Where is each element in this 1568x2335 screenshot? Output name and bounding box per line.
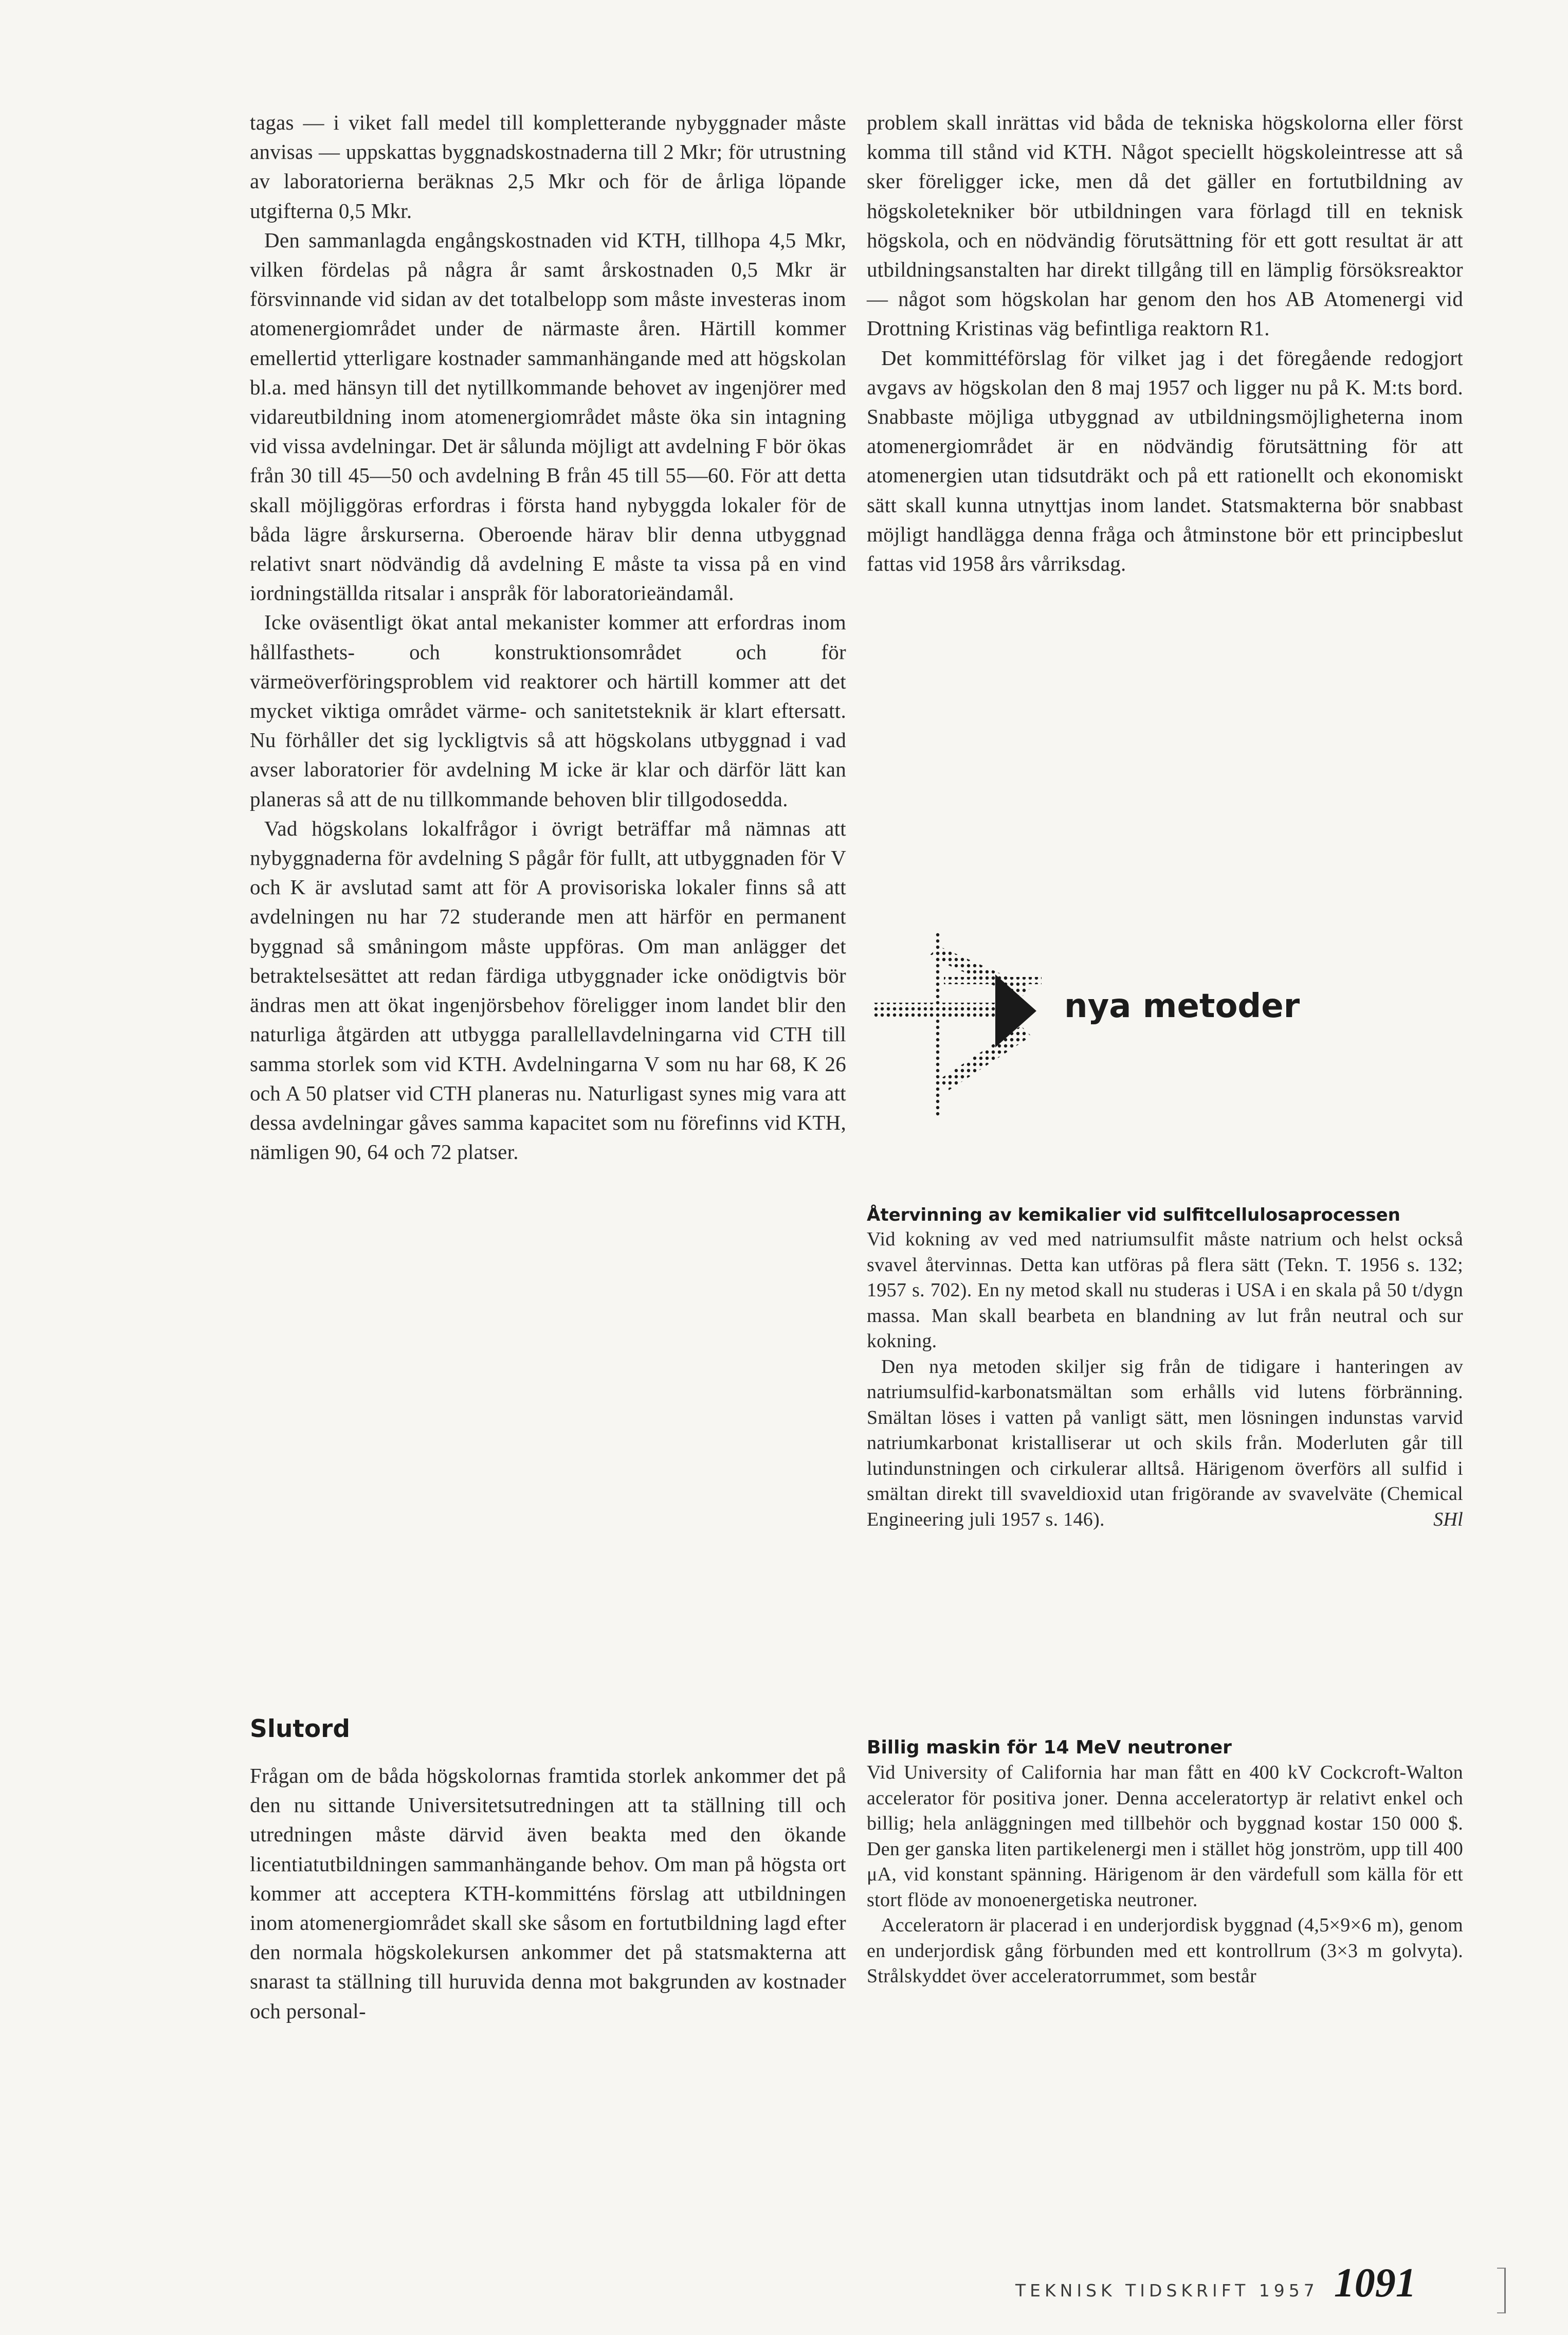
article-recycling-heading: Återvinning av kemikalier vid sulfitcellulosaprocessen — [867, 1205, 1400, 1225]
page-number: 1091 — [1334, 2260, 1416, 2306]
article-recycling-signature: SHl — [1433, 1508, 1463, 1530]
left-column — [250, 108, 846, 1167]
article-neutron-heading: Billig maskin för 14 MeV neutroner — [867, 1737, 1232, 1758]
article-neutron-paragraph-1: Vid University of California har man fått en 400 kV Cockcroft-Walton accelerator för positiva joner. Denna acceleratortyp är relativt enkel och billig; hela anläggningen med tillbehör och byggnad kostar 150 000 $. Den ger ganska liten partikelenergi men i stället hög jonström, upp till 400 μA, vid konstant spänning. Härigenom är den värdefull som källa för ett stort flöde av monoenergetiska neutroner. — [867, 1762, 1463, 1911]
slutord-section — [250, 1761, 846, 2026]
slutord-heading: Slutord — [250, 1715, 350, 1743]
page-edge-mark — [1497, 2268, 1506, 2313]
right-paragraph-2: Det kommittéförslag för vilket jag i det föregående redogjort avgavs av högskolan den 8 maj 1957 och ligger nu på K. M:ts bord. Snabbaste möjliga utbyggnad av utbildningsmöjligheterna inom atomenergiområdet är en nödvändig förutsättning för att atomenergien utan tidsutdräkt och på ett rationellt och ekonomiskt sätt skall kunna utnyttjas inom landet. Statsmakterna bör snabbast möjligt handlägga denna fråga och åtminstone bör ett principbeslut fattas vid 1958 års vårriksdag. — [867, 346, 1463, 576]
slutord-paragraph: Frågan om de båda högskolornas framtida storlek ankommer det på den nu sittande Universitetsutredningen att ta ställning till och utredningen måste därvid även beakta med den ökande licentiatutbildningen sammanhängande behov. Om man på högsta ort kommer att acceptera KTH-kommitténs förslag att utbildningen inom atomenergiområdet skall ske såsom en fortutbildning lagd efter den normala högskolekursen ankommer det på statsmakterna att snarast ta ställning till huruvida denna mot bakgrunden av kostnader och personal- — [250, 1764, 846, 2023]
left-paragraph-1: tagas — i viket fall medel till kompletterande nybyggnader måste anvisas — uppskattas byggnadskostnaderna till 2 Mkr; för utrustning av laboratorierna beräknas 2,5 Mkr och för de årliga löpande utgifterna 0,5 Mkr. — [250, 111, 846, 223]
article-recycling-paragraph-1: Vid kokning av ved med natriumsulfit måste natrium och helst också svavel återvinnas. Detta kan utföras på flera sätt (Tekn. T. 1956 s. 132; 1957 s. 702). En ny metod skall nu studeras i USA i en skala på 50 t/dygn massa. Man skall bearbeta en blandning av lut från neutral och sur kokning. — [867, 1228, 1463, 1352]
page-footer — [1015, 2260, 1416, 2316]
right-paragraph-1: problem skall inrättas vid båda de tekniska högskolorna eller först komma till stånd vid KTH. Något speciellt högskoleintresse att så sker föreligger icke, men då det gäller en fortutbildning av högskoletekniker bör utbildningen vara förlagd till en teknisk högskola, och en nödvändig förutsättning för ett gott resultat är att utbildningsanstalten har direkt tillgång till en lämplig försöksreaktor — något som högskolan har genom den hos AB Atomenergi vid Drottning Kristinas väg befintliga reaktorn R1. — [867, 111, 1463, 340]
article-recycling-paragraph-2-text: Den nya metoden skiljer sig från de tidigare i hanteringen av natriumsulfid-karbonatsmältan som erhålls vid lutens förbränning. Smältan löses i vatten på vanligt sätt, men lösningen indunstas varvid natriumkarbonat kristalliserar ut och skils från. Moderluten går till lutindunstningen och cirkulerar alltså. Härigenom överförs all sulfid i smältan direkt till svaveldioxid utan frigörande av svavelväte (Chemical Engineering juli 1957 s. 146). — [867, 1355, 1463, 1530]
article-neutron-paragraph-2: Acceleratorn är placerad i en underjordisk byggnad (4,5×9×6 m), genom en underjordisk gång förbunden med ett kontrollrum (3×3 m golvyta). Strålskyddet över acceleratorrummet, som består — [867, 1914, 1463, 1987]
section-logo-title: nya metoder — [1064, 987, 1300, 1025]
article-neutron-machine — [867, 1735, 1463, 1989]
right-column — [867, 108, 1463, 578]
journal-name: TEKNISK TIDSKRIFT 1957 — [1015, 2280, 1319, 2301]
article-recycling-paragraph-2 — [867, 1354, 1463, 1533]
left-paragraph-3: Icke oväsentligt ökat antal mekanister kommer att erfordras inom hållfasthets- och konstruktionsområdet och för värmeöverföringsproblem vid reaktorer och härtill kommer att det mycket viktiga området värme- och sanitetsteknik är klart eftersatt. Nu förhåller det sig lyckligtvis så att högskolans utbyggnad i vad avser laboratorier för avdelning M icke är klar och därför lätt kan planeras så att de nu tillkommande behoven blir tillgodosedda. — [250, 610, 846, 811]
left-paragraph-4: Vad högskolans lokalfrågor i övrigt beträffar må nämnas att nybyggnaderna för avdelning S pågår för fullt, att utbyggnaden för V och K är avslutad samt att för A provisoriska lokaler finns så att avdelningen nu har 72 studerande men att härför en permanent byggnad så småningom måste uppföras. Om man anlägger det betraktelsesättet att redan färdiga utbyggnader icke onödigtvis bör ändras men att ökat ingenjörsbehov föreligger inom landet blir den naturliga åtgärden att utbygga parallellavdelningarna vid CTH till samma storlek som vid KTH. Avdelningarna V som nu har 68, K 26 och A 50 platser vid CTH planeras nu. Naturligast synes mig vara att dessa avdelningar gåves samma kapacitet som nu förefinns vid KTH, nämligen 90, 64 och 72 platser. — [250, 816, 846, 1164]
left-paragraph-2: Den sammanlagda engångskostnaden vid KTH, tillhopa 4,5 Mkr, vilken fördelas på några år samt årskostnaden 0,5 Mkr är försvinnande vid sidan av det totalbelopp som måste investeras inom atomenergiområdet under de närmaste åren. Härtill kommer emellertid ytterligare kostnader sammanhängande med att högskolan bl.a. med hänsyn till det nytillkommande behovet av ingenjörer med vidareutbildning inom atomenergiområdet måste öka sin intagning vid vissa avdelningar. Det är sålunda möjligt att avdelning F bör ökas från 30 till 45—50 och avdelning B från 45 till 55—60. För att detta skall möjliggöras erfordras i första hand nybyggda lokaler för de båda lägre årskurserna. Oberoende härav blir denna utbyggnad relativt snart nödvändig då avdelning E måste ta vissa på en vind iordningställda ritsalar i anspråk för laboratorieändamål. — [250, 228, 846, 605]
article-recycling — [867, 1203, 1463, 1532]
